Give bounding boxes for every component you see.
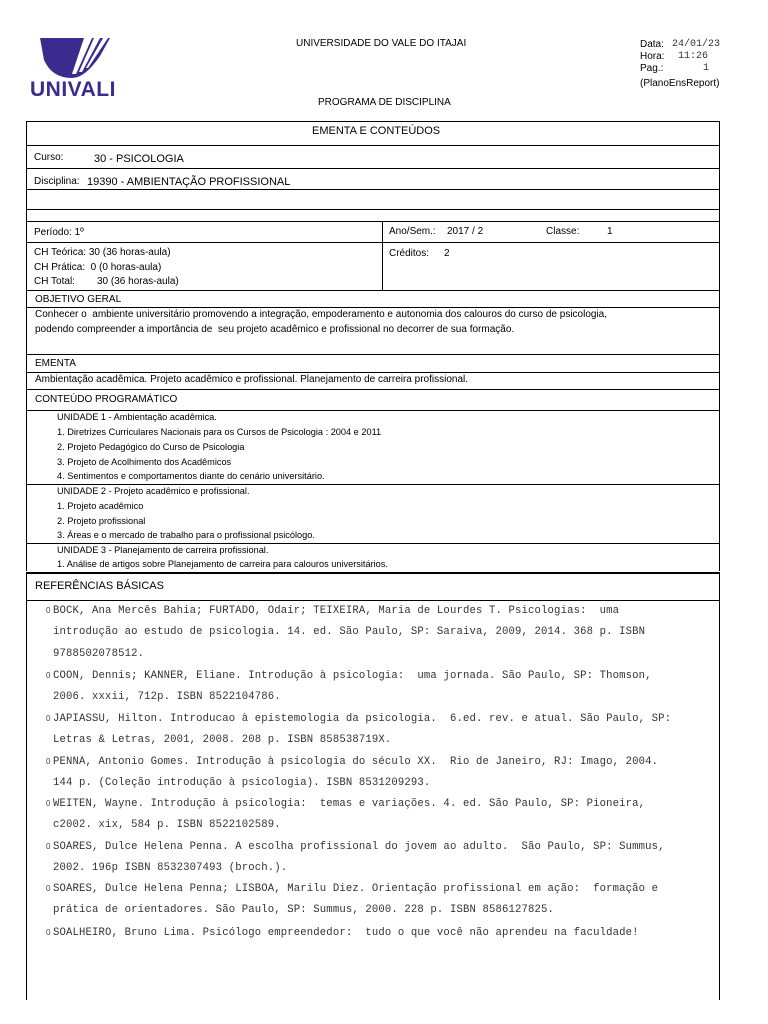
unit-item: 3. Áreas e o mercado de trabalho para o profissional psicólogo. xyxy=(57,530,315,540)
univali-logo xyxy=(30,34,122,100)
reference-bullet: 0 xyxy=(46,606,51,615)
reference-line: SOALHEIRO, Bruno Lima. Psicólogo empreendedor: tudo o que você não aprendeu na faculdade! xyxy=(53,927,639,939)
row-divider xyxy=(26,572,720,574)
ref-border-right xyxy=(719,572,720,1000)
discipline-value: 19390 - AMBIENTAÇÃO PROFISSIONAL xyxy=(87,176,291,188)
row-divider xyxy=(26,354,720,355)
unit-item: 1. Diretrizes Curriculares Nacionais para os Cursos de Psicologia : 2004 e 2011 xyxy=(57,427,382,437)
row-divider xyxy=(26,290,720,291)
row-divider xyxy=(26,543,720,544)
reference-line: prática de orientadores. São Paulo, SP: Summus, 2000. 228 p. ISBN 8586127825. xyxy=(53,904,555,916)
ch-teorica: CH Teórica: 30 (36 horas-aula) xyxy=(34,247,171,258)
row-divider xyxy=(26,121,720,122)
logo-text: UNIVALI xyxy=(30,78,116,101)
ch-total-value: 30 (36 horas-aula) xyxy=(97,276,179,287)
course-value: 30 - PSICOLOGIA xyxy=(94,153,184,165)
program-title: PROGRAMA DE DISCIPLINA xyxy=(318,97,451,108)
page-label: Pag.: xyxy=(640,63,664,74)
ref-border-left xyxy=(26,572,27,1000)
unit-item: 4. Sentimentos e comportamentos diante do cenário universitário. xyxy=(57,471,325,481)
reference-line: WEITEN, Wayne. Introdução à psicologia: temas e variações. 4. ed. São Paulo, SP: Pioneira, xyxy=(53,798,646,810)
row-divider xyxy=(26,307,720,308)
reference-bullet: 0 xyxy=(46,799,51,808)
unit-heading: UNIDADE 3 - Planejamento de carreira profissional. xyxy=(57,545,269,555)
year-semester-value: 2017 / 2 xyxy=(447,226,484,237)
credits-value: 2 xyxy=(444,248,450,259)
unit-heading: UNIDADE 2 - Projeto acadêmico e profissional. xyxy=(57,486,250,496)
unit-item: 1. Projeto acadêmico xyxy=(57,501,144,511)
row-divider xyxy=(26,189,720,190)
unit-item: 2. Projeto Pedagógico do Curso de Psicologia xyxy=(57,442,245,452)
reference-line: introdução ao estudo de psicologia. 14. ed. São Paulo, SP: Saraiva, 2009, 2014. 368 p. ISBN xyxy=(53,626,646,638)
class-label: Classe: xyxy=(546,226,580,237)
reference-line: 2002. 196p ISBN 8532307493 (broch.). xyxy=(53,862,288,874)
unit-item: 1. Análise de artigos sobre Planejamento de carreira para calouros universitários. xyxy=(57,559,388,569)
unit-item: 3. Projeto de Acolhimento dos Acadêmicos xyxy=(57,457,232,467)
reference-line: c2002. xix, 584 p. ISBN 8522102589. xyxy=(53,819,281,831)
page-value: 1 xyxy=(703,63,710,74)
row-divider xyxy=(26,484,720,485)
column-divider xyxy=(382,221,383,290)
class-value: 1 xyxy=(607,226,613,237)
program-content-title: CONTEÚDO PROGRAMÁTICO xyxy=(35,394,178,405)
row-divider xyxy=(26,372,720,373)
ementa-text: Ambientação acadêmica. Projeto acadêmico e profissional. Planejamento de carreira profissional. xyxy=(35,374,469,385)
ementa-title: EMENTA xyxy=(35,358,76,369)
course-label: Curso: xyxy=(34,152,64,163)
reference-bullet: 0 xyxy=(46,757,51,766)
reference-bullet: 0 xyxy=(46,714,51,723)
time-label: Hora: xyxy=(640,51,665,62)
reference-line: 2006. xxxii, 712p. ISBN 8522104786. xyxy=(53,691,281,703)
reference-line: 144 p. (Coleção introdução à psicologia). ISBN 8531209293. xyxy=(53,777,431,789)
credits-label: Créditos: xyxy=(389,248,430,259)
period-text: Período: 1º xyxy=(34,227,84,238)
row-divider xyxy=(26,600,720,601)
logo-emblem-icon xyxy=(30,34,122,78)
year-semester-label: Ano/Sem.: xyxy=(389,226,436,237)
row-divider xyxy=(26,389,720,390)
references-title: REFERÊNCIAS BÁSICAS xyxy=(35,580,164,592)
reference-line: JAPIASSU, Hilton. Introducao à epistemologia da psicologia. 6.ed. rev. e atual. São Paulo, SP: xyxy=(53,713,672,725)
reference-bullet: 0 xyxy=(46,928,51,937)
objective-line: Conhecer o ambiente universitário promovendo a integração, empoderamento e autonomia dos calouros do curso de psicologia, xyxy=(35,309,608,320)
time-value: 11:26 xyxy=(678,51,709,62)
section-title: EMENTA E CONTEÚDOS xyxy=(312,125,441,137)
row-divider xyxy=(26,145,720,146)
date-label: Data: xyxy=(640,39,664,50)
reference-line: 9788502078512. xyxy=(53,648,145,660)
row-divider xyxy=(26,221,720,222)
date-value: 24/01/23 xyxy=(672,39,721,50)
objective-title: OBJETIVO GERAL xyxy=(35,294,122,305)
ch-total-label: CH Total: xyxy=(34,276,75,287)
row-divider xyxy=(26,168,720,169)
objective-line: podendo compreender a importância de seu projeto acadêmico e profissional no decorrer de sua formação. xyxy=(35,324,515,335)
reference-line: Letras & Letras, 2001, 2008. 208 p. ISBN 858538719X. xyxy=(53,734,392,746)
discipline-label: Disciplina: xyxy=(34,176,80,187)
reference-line: BOCK, Ana Mercês Bahia; FURTADO, Odair; TEIXEIRA, Maria de Lourdes T. Psicologias: uma xyxy=(53,605,620,617)
unit-item: 2. Projeto profissional xyxy=(57,516,146,526)
reference-bullet: 0 xyxy=(46,842,51,851)
row-divider xyxy=(26,209,720,210)
university-name: UNIVERSIDADE DO VALE DO ITAJAI xyxy=(296,38,467,49)
reference-line: SOARES, Dulce Helena Penna. A escolha profissional do jovem ao adulto. São Paulo, SP: Summus, xyxy=(53,841,665,853)
report-name: (PlanoEnsReport) xyxy=(640,78,720,89)
reference-bullet: 0 xyxy=(46,671,51,680)
row-divider xyxy=(26,410,720,411)
reference-line: PENNA, Antonio Gomes. Introdução à psicologia do século XX. Rio de Janeiro, RJ: Imago, 2004. xyxy=(53,756,659,768)
unit-heading: UNIDADE 1 - Ambientação acadêmica. xyxy=(57,412,217,422)
row-divider xyxy=(26,242,720,243)
reference-bullet: 0 xyxy=(46,884,51,893)
reference-line: SOARES, Dulce Helena Penna; LISBOA, Marilu Diez. Orientação profissional em ação: formação e xyxy=(53,883,659,895)
ch-pratica: CH Prática: 0 (0 horas-aula) xyxy=(34,262,162,273)
reference-line: COON, Dennis; KANNER, Eliane. Introdução à psicologia: uma jornada. São Paulo, SP: Thomson, xyxy=(53,670,652,682)
